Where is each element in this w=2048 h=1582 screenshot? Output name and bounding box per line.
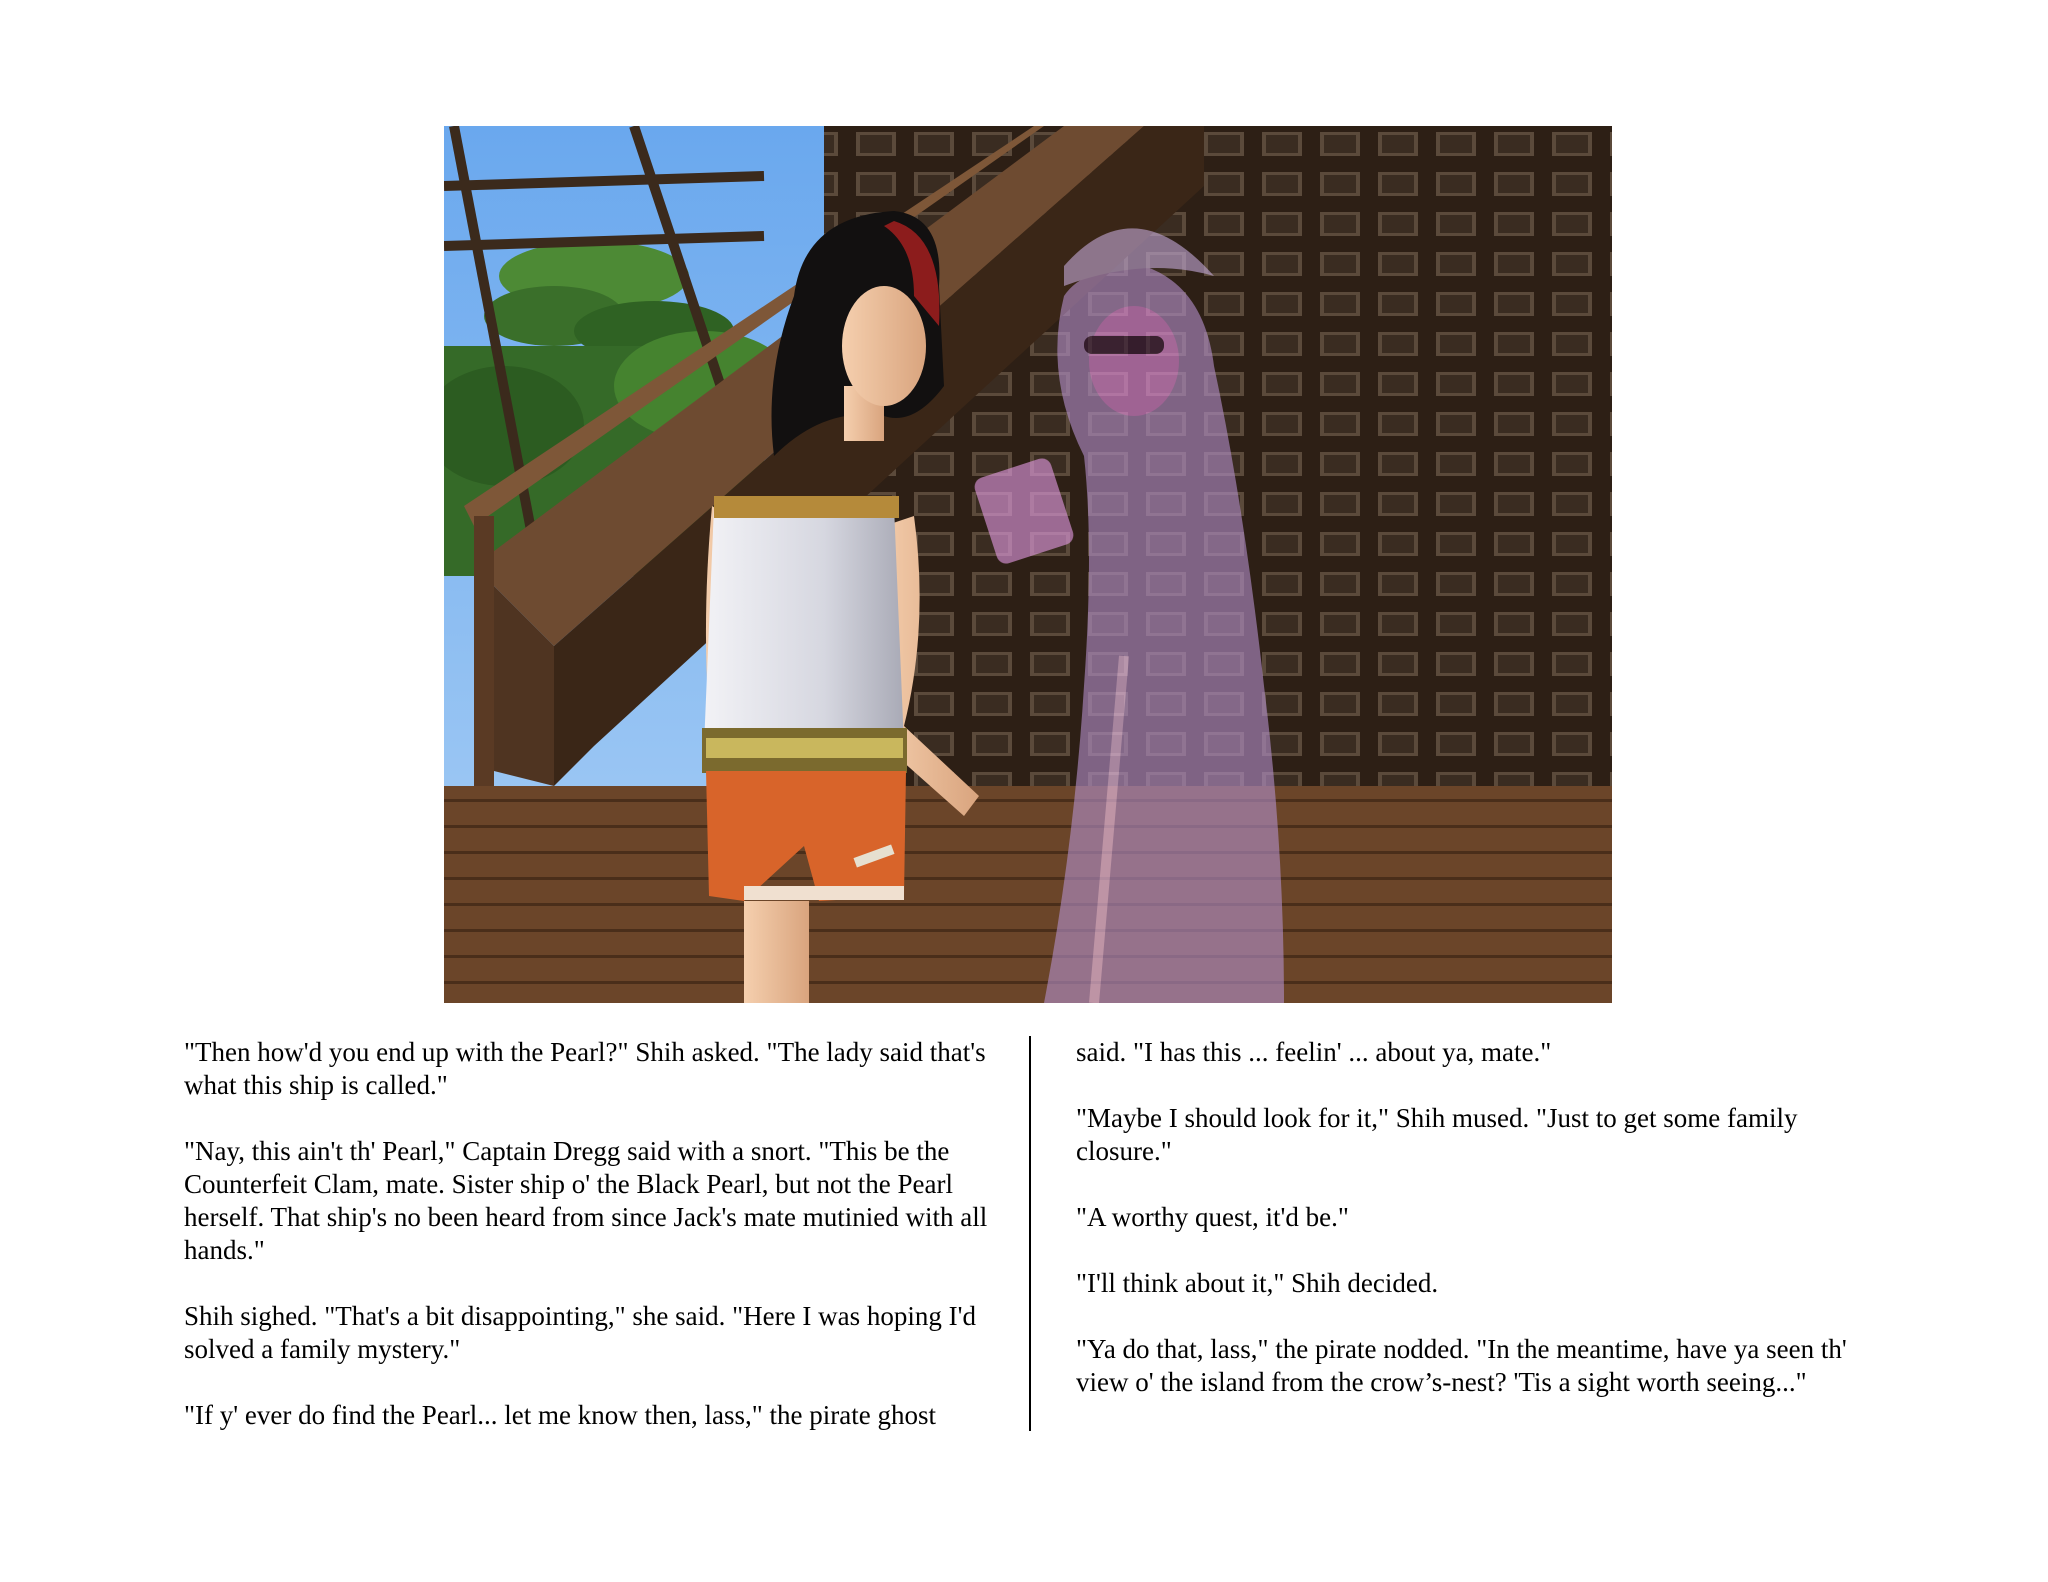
column-divider bbox=[1029, 1036, 1031, 1431]
story-paragraph: "Nay, this ain't th' Pearl," Captain Dregg said with a snort. "This be the Counterfeit Clam, mate. Sister ship o' the Black Pearl, but not the Pearl herself. That ship's no been heard from since Jack's mate mutinied with all hands." bbox=[184, 1136, 988, 1265]
story-paragraph: "Then how'd you end up with the Pearl?" Shih asked. "The lady said that's what this ship is called." bbox=[184, 1037, 986, 1100]
scene-drawing bbox=[444, 126, 1612, 1003]
story-column-right bbox=[1076, 1036, 1876, 1399]
story-paragraph: "Maybe I should look for it," Shih mused. "Just to get some family closure." bbox=[1076, 1103, 1798, 1166]
story-illustration bbox=[444, 126, 1612, 1003]
story-paragraph: "I'll think about it," Shih decided. bbox=[1076, 1268, 1439, 1298]
story-paragraph: "A worthy quest, it'd be." bbox=[1076, 1202, 1349, 1232]
story-column-left bbox=[184, 1036, 1004, 1432]
story-paragraph: Shih sighed. "That's a bit disappointing," she said. "Here I was hoping I'd solved a family mystery." bbox=[184, 1301, 976, 1364]
story-paragraph: "Ya do that, lass," the pirate nodded. "In the meantime, have ya seen th' view o' the island from the crow’s-nest? 'Tis a sight worth seeing..." bbox=[1076, 1334, 1847, 1397]
story-paragraph: said. "I has this ... feelin' ... about ya, mate." bbox=[1076, 1037, 1552, 1067]
story-paragraph: "If y' ever do find the Pearl... let me know then, lass," the pirate ghost bbox=[184, 1400, 936, 1430]
